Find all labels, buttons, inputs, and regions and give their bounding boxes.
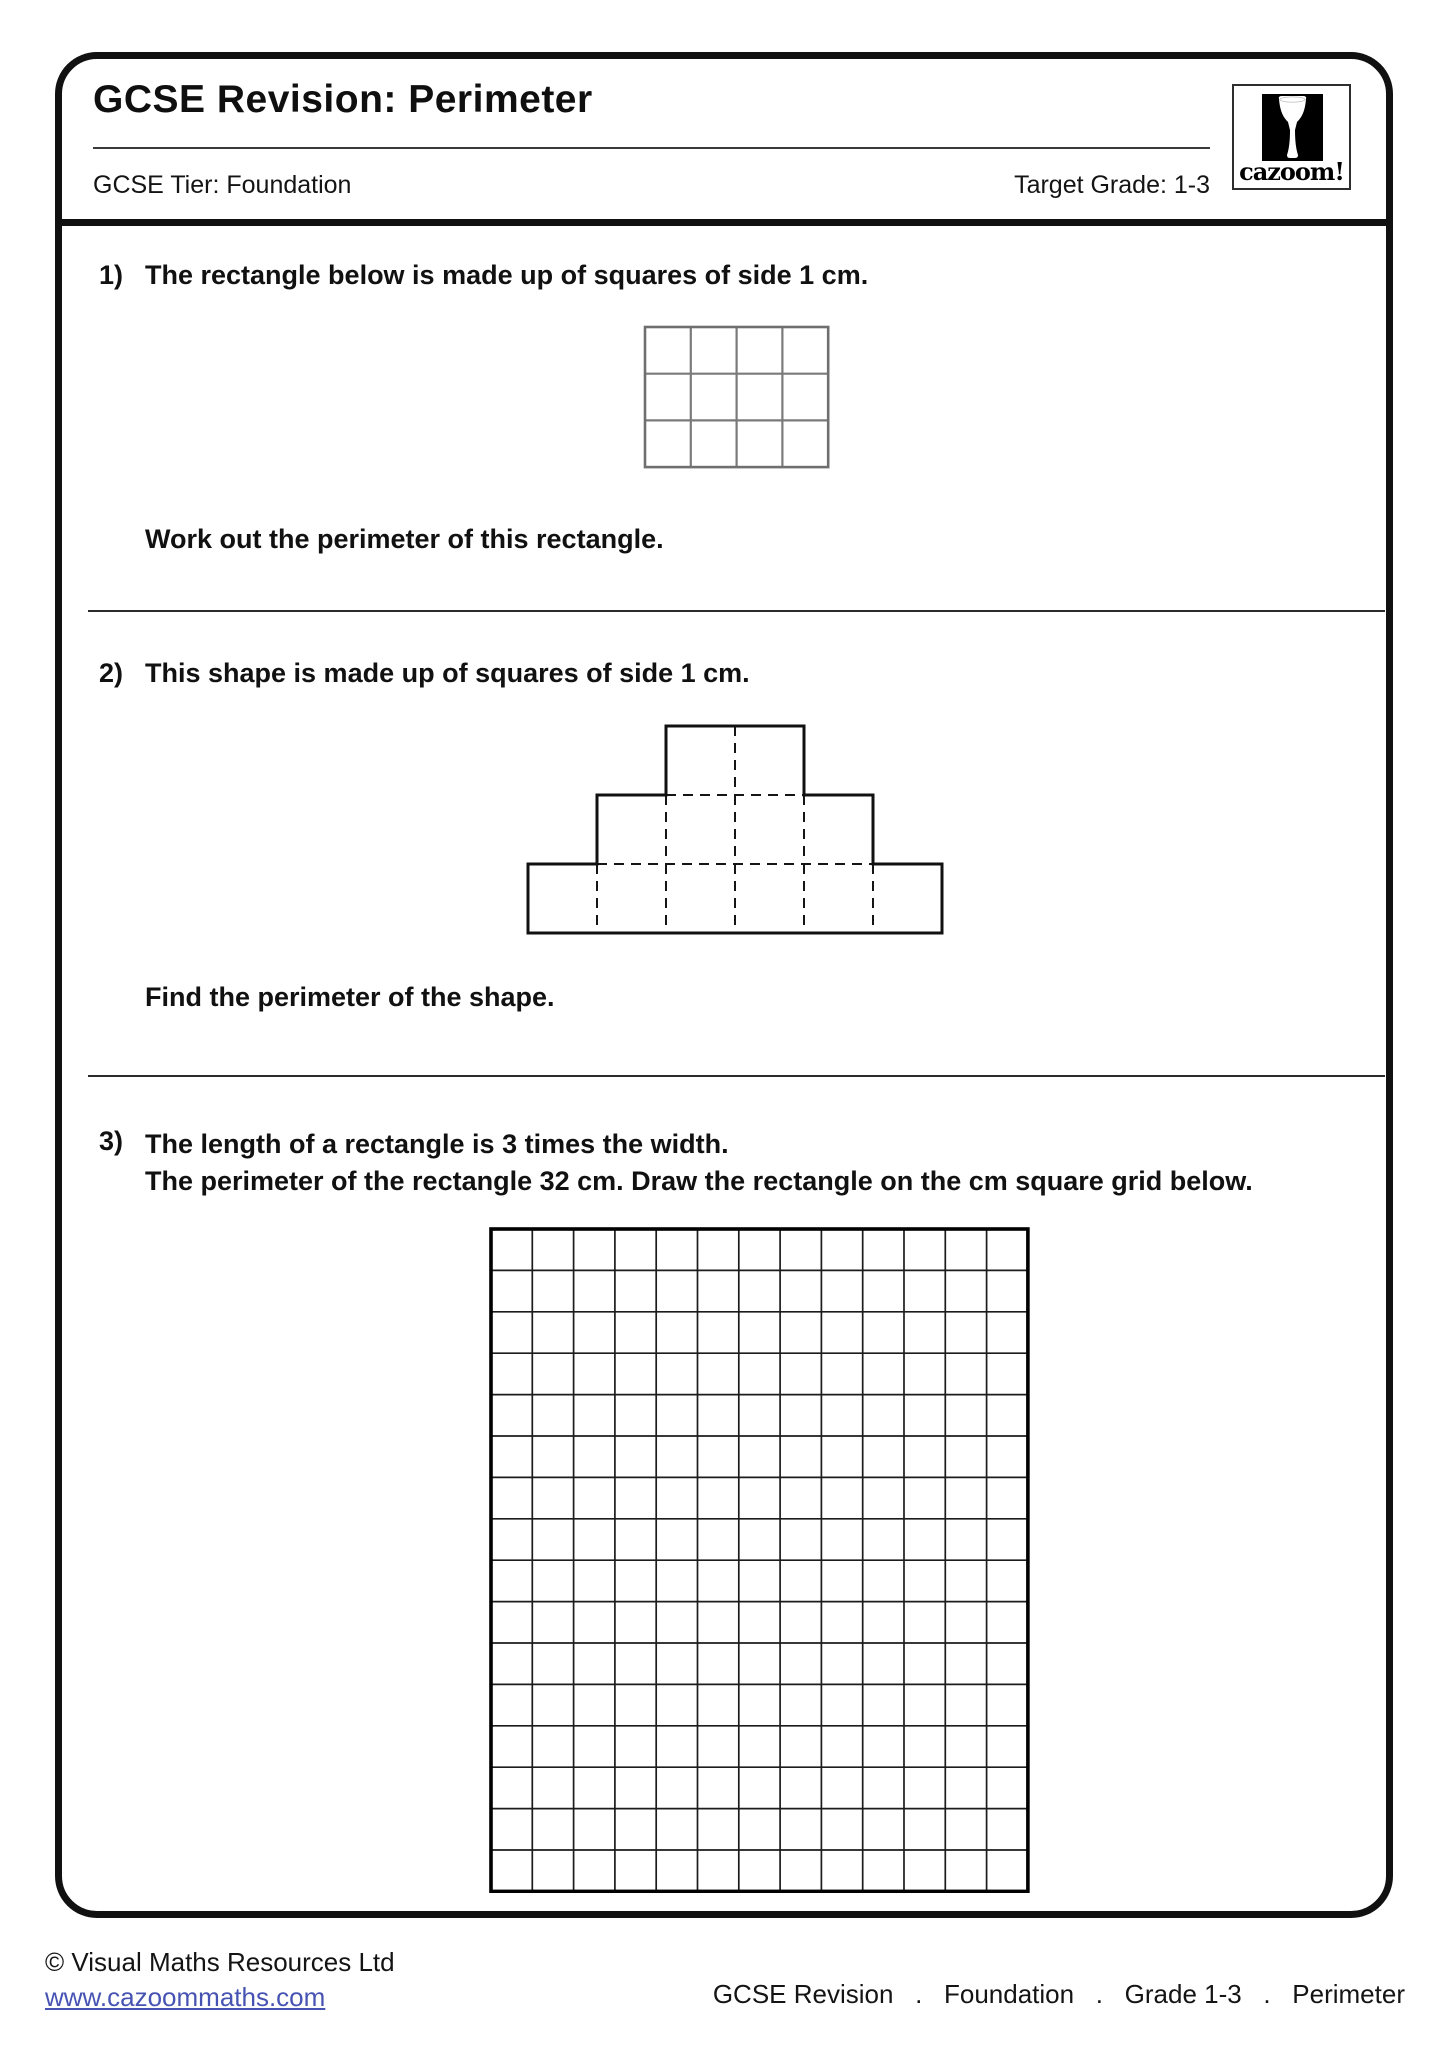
cazoom-logo-text: cazoom! [1239, 157, 1344, 186]
question-2-instruction: Find the perimeter of the shape. [145, 982, 555, 1012]
question-divider-2 [88, 1075, 1385, 1077]
copyright-text: © Visual Maths Resources Ltd [45, 1947, 395, 1977]
question-2-stepped-shape [526, 724, 944, 935]
website-link[interactable]: www.cazoommaths.com [45, 1982, 326, 2012]
question-divider-1 [88, 610, 1385, 612]
tier-label: GCSE Tier: Foundation [93, 171, 352, 199]
question-1 [99, 260, 868, 291]
footer-tags: GCSE Revision . Foundation . Grade 1-3 . Perimeter [712, 1979, 1405, 2009]
question-3-prompt-line2: The perimeter of the rectangle 32 cm. Draw the rectangle on the cm square grid below. [145, 1166, 1253, 1196]
question-1-square-grid [643, 325, 830, 469]
question-2 [99, 658, 750, 689]
question-1-prompt: The rectangle below is made up of squares of side 1 cm. [145, 260, 869, 290]
question-1-instruction: Work out the perimeter of this rectangle. [145, 524, 664, 554]
title-underline-rule [93, 147, 1210, 149]
question-2-prompt: This shape is made up of squares of side 1 cm. [145, 658, 750, 688]
cazoom-drum-icon [1262, 94, 1323, 161]
cazoom-logo [1232, 84, 1351, 190]
page-title: GCSE Revision: Perimeter [93, 78, 593, 121]
question-2-number: 2) [99, 658, 124, 688]
header-divider [58, 219, 1390, 226]
question-3-number: 3) [99, 1126, 124, 1156]
question-3-prompt-line1: The length of a rectangle is 3 times the width. [145, 1129, 729, 1159]
question-1-number: 1) [99, 260, 124, 290]
question-3-cm-square-grid [489, 1227, 1030, 1893]
question-3 [99, 1126, 1253, 1200]
target-grade-label: Target Grade: 1-3 [1014, 171, 1210, 199]
